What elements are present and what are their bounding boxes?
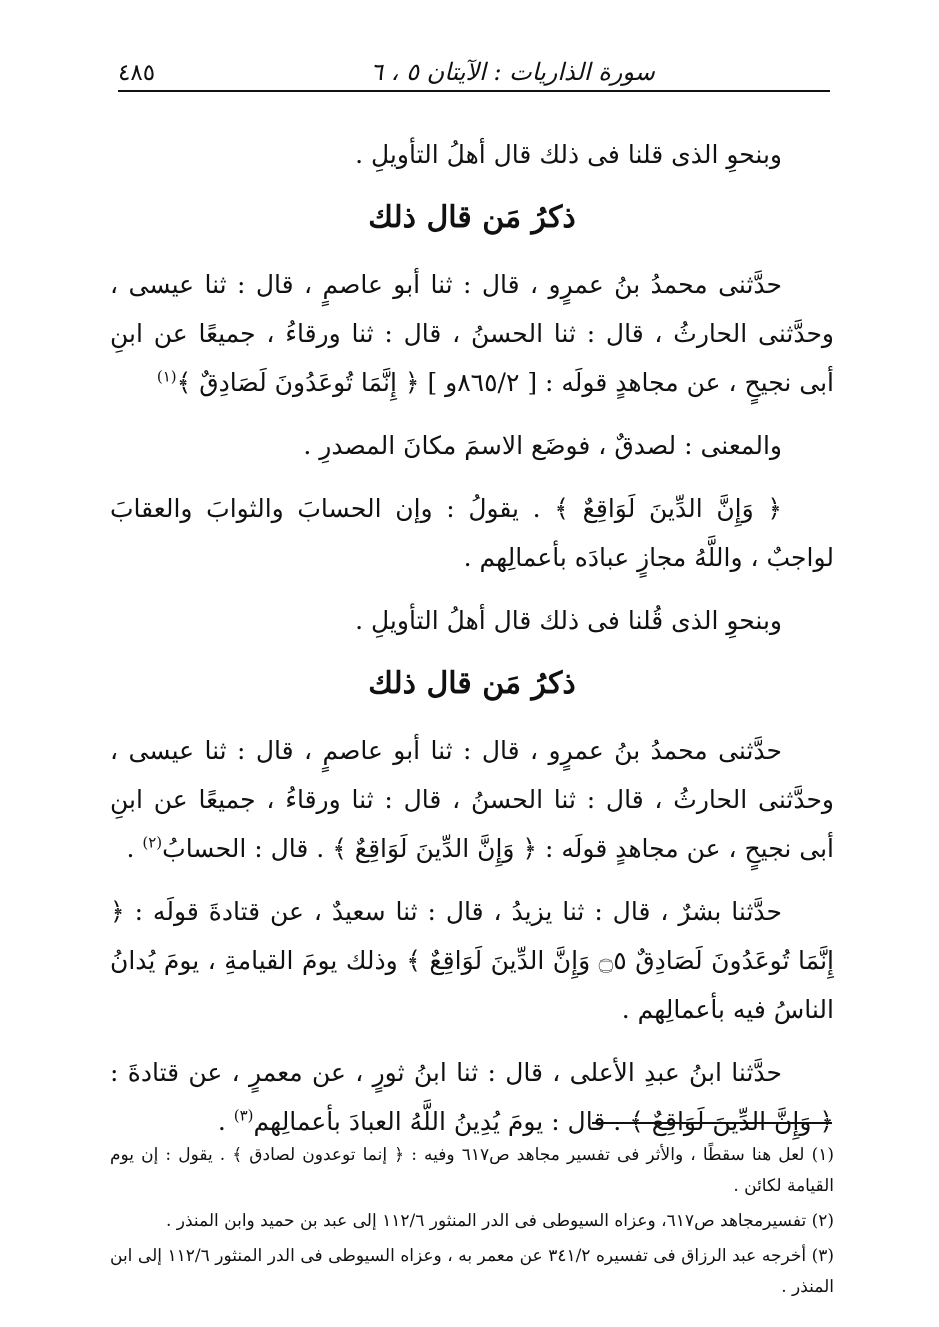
paragraph: وبنحوِ الذى قُلنا فى ذلك قال أهلُ التأويلِ . — [355, 606, 782, 635]
page-number: ٤٨٥ — [118, 60, 156, 86]
running-title: سورة الذاريات : الآيتان ٥ ، ٦ — [370, 58, 655, 86]
footnote-marker: (١) — [156, 367, 177, 386]
paragraph — [110, 260, 834, 407]
paragraph-end: . — [126, 834, 143, 863]
section-heading: ذكرُ مَن قال ذلك — [368, 200, 576, 235]
paragraph-text: حدَّثنا ابنُ عبدِ الأعلى ، قال : ثنا ابنُ ثورٍ ، عن معمرٍ ، عن قتادةَ : ﴿ وَإِنَّ الدِّينَ لَوَاقِعٌ ﴾ . قال : يومَ يُدِينُ اللَّهُ العبادَ بأعمالِهم — [110, 1058, 834, 1136]
section-heading: ذكرُ مَن قال ذلك — [368, 666, 576, 701]
paragraph: وبنحوِ الذى قلنا فى ذلك قال أهلُ التأويلِ . — [355, 140, 782, 169]
paragraph: حدَّثنا بشرٌ ، قال : ثنا يزيدُ ، قال : ثنا سعيدٌ ، عن قتادةَ قولَه : ﴿ إِنَّمَا تُوعَدُونَ لَصَادِقٌ ۝٥ وَإِنَّ الدِّينَ لَوَاقِعٌ ﴾ وذلك يومَ القيامةِ ، يومَ يُدانُ الناسُ فيه بأعمالِهم . — [110, 897, 834, 1024]
paragraph-text: حدَّثنى محمدُ بنُ عمرٍو ، قال : ثنا أبو عاصمٍ ، قال : ثنا عيسى ، وحدَّثنى الحارثُ ، قال : ثنا الحسنُ ، قال : ثنا ورقاءُ ، جميعًا عن ابنِ أبى نجيحٍ ، عن مجاهدٍ قولَه : [ ٨٦٥/٢و ] ﴿ إِنَّمَا تُوعَدُونَ لَصَادِقٌ ﴾ — [110, 270, 834, 397]
footnote-divider — [592, 1122, 832, 1124]
paragraph — [110, 726, 834, 873]
page-header — [118, 52, 830, 92]
paragraph: والمعنى : لصدقٌ ، فوضَع الاسمَ مكانَ المصدرِ . — [303, 431, 782, 460]
footnotes — [110, 1140, 834, 1307]
main-text — [110, 130, 834, 1160]
footnote: (١) لعل هنا سقطًا ، والأثر فى تفسير مجاهد ص٦١٧ وفيه : ﴿ إنما توعدون لصادق ﴾ . يقول : إن يوم القيامة لكائن . — [110, 1145, 834, 1196]
paragraph-end: . — [217, 1107, 234, 1136]
paragraph — [110, 1048, 834, 1146]
footnote-marker: (٣) — [233, 1106, 254, 1125]
paragraph: ﴿ وَإِنَّ الدِّينَ لَوَاقِعٌ ﴾ . يقولُ : وإن الحسابَ والثوابَ والعقابَ لواجبٌ ، واللَّهُ مجازٍ عبادَه بأعمالِهم . — [110, 494, 834, 572]
footnote: (٢) تفسيرمجاهد ص٦١٧، وعزاه السيوطى فى الدر المنثور ١١٢/٦ إلى عبد بن حميد وابن المنذر . — [165, 1211, 834, 1231]
paragraph-text: حدَّثنى محمدُ بنُ عمرٍو ، قال : ثنا أبو عاصمٍ ، قال : ثنا عيسى ، وحدَّثنى الحارثُ ، قال : ثنا الحسنُ ، قال : ثنا ورقاءُ ، جميعًا عن ابنِ أبى نجيحٍ ، عن مجاهدٍ قولَه : ﴿ وَإِنَّ الدِّينَ لَوَاقِعٌ ﴾ . قال : الحسابُ — [110, 736, 834, 863]
footnote-marker: (٢) — [142, 833, 163, 852]
footnote: (٣) أخرجه عبد الرزاق فى تفسيره ٣٤١/٢ عن معمر به ، وعزاه السيوطى فى الدر المنثور ١١٢/٦ إلى ابن المنذر . — [110, 1246, 834, 1297]
